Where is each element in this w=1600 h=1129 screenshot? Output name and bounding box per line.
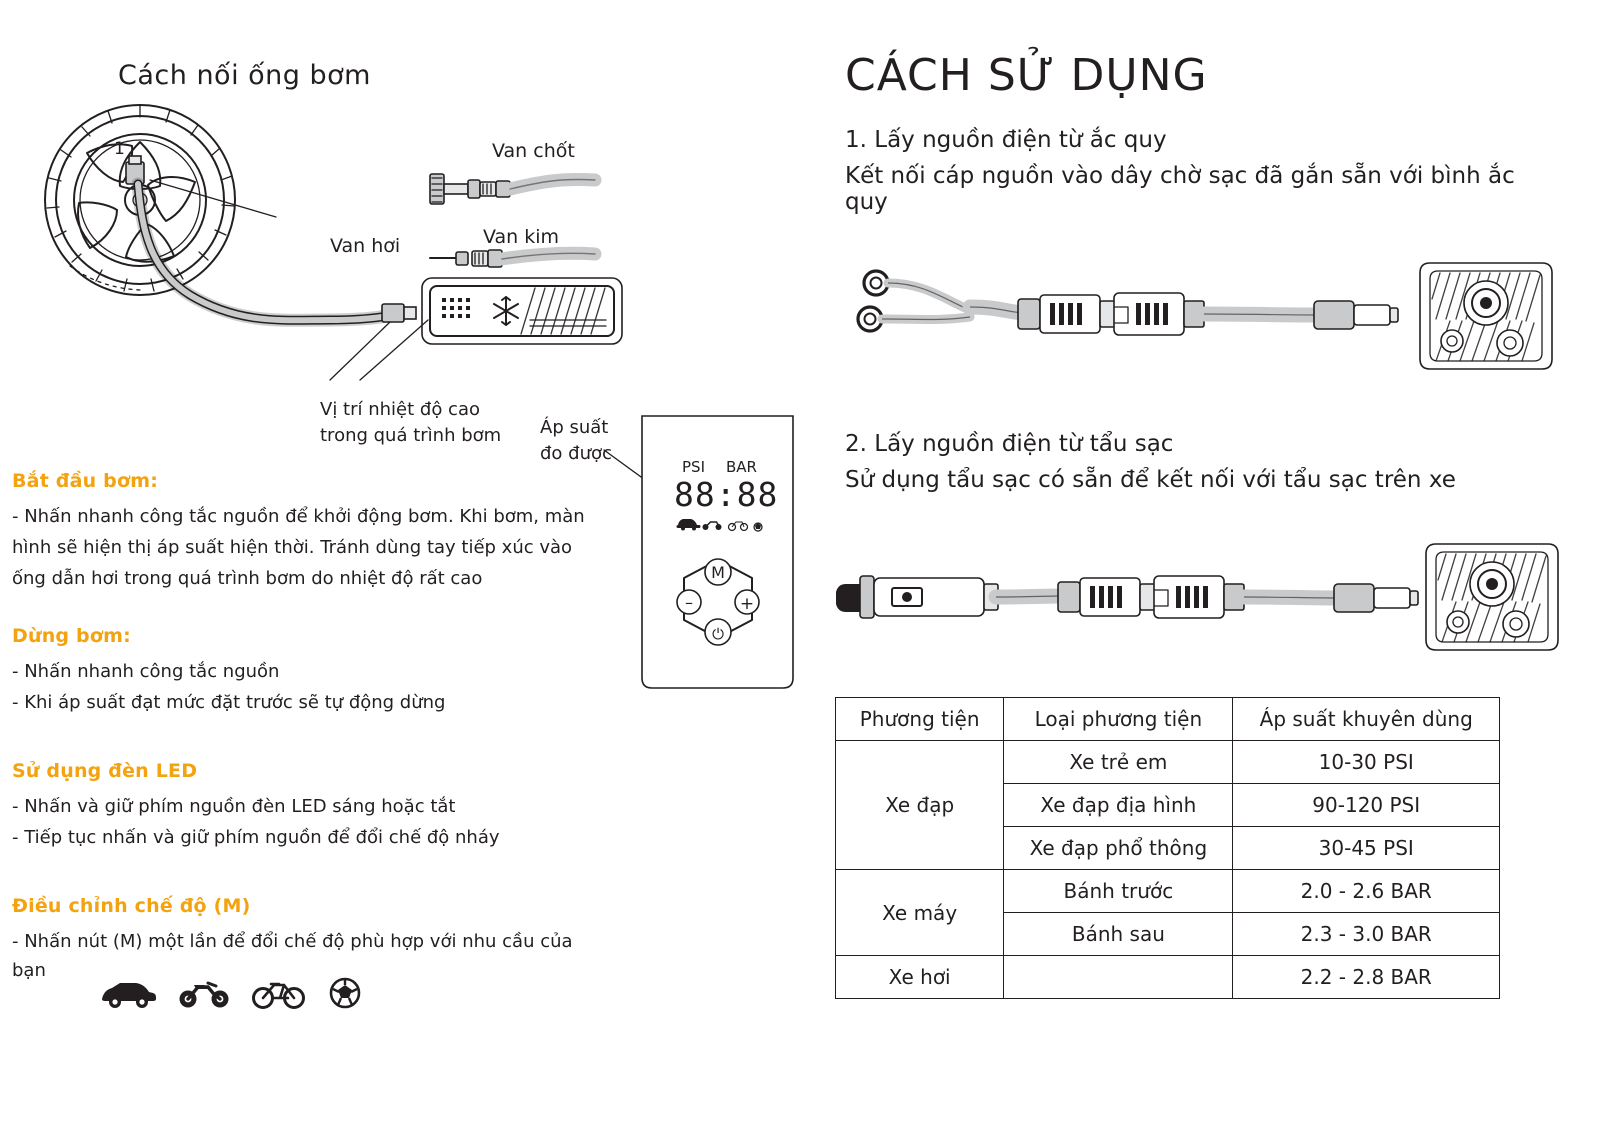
mode-button-label: M [711, 563, 725, 582]
type-cell: Xe trẻ em [1004, 741, 1233, 784]
table-row [836, 870, 1500, 913]
step-2-subtext: Sử dụng tẩu sạc có sẵn để kết nối với tẩu sạc trên xe [845, 467, 1456, 493]
table-row [836, 741, 1500, 784]
table-header-cell: Loại phương tiện [1004, 698, 1233, 741]
section-line: - Nhấn và giữ phím nguồn đèn LED sáng hoặc tắt [12, 796, 456, 817]
vehicle-mode-icons [100, 975, 362, 1009]
connector-male [1114, 293, 1204, 335]
pressure-cell: 90-120 PSI [1233, 784, 1500, 827]
plus-button-label: + [739, 594, 755, 614]
label-van-kim: Van kim [483, 226, 560, 248]
table-header-cell: Phương tiện [836, 698, 1004, 741]
left-section-title: Cách nối ống bơm [118, 60, 371, 91]
section-body [12, 657, 592, 717]
hose-pump-connector [382, 304, 416, 322]
pressure-label-line2: đo được [540, 443, 612, 465]
step-1-heading: 1. Lấy nguồn điện từ ắc quy [845, 127, 1167, 153]
display-bar-label: BAR [726, 458, 757, 476]
bicycle-icon [252, 975, 306, 1009]
section-line: - Nhấn nút (M) một lần để đổi chế độ phù hợp với nhu cầu của bạn [12, 931, 573, 982]
ball-icon [328, 975, 362, 1009]
hot-zone-note-line1: Vị trí nhiệt độ cao [320, 399, 480, 420]
step-1-subtext: Kết nối cáp nguồn vào dây chờ sạc đã gắn sẵn với bình ắc quy [845, 163, 1515, 215]
vehicle-cell: Xe đạp [836, 741, 1004, 870]
pressure-cell: 30-45 PSI [1233, 827, 1500, 870]
label-van-hoi: Van hơi [330, 235, 401, 257]
section-heading: Bắt đầu bơm: [12, 470, 159, 492]
section-stop-pumping [12, 625, 592, 719]
type-cell [1004, 956, 1233, 999]
car-icon [100, 977, 156, 1009]
section-line: - Tiếp tục nhấn và giữ phím nguồn để đổi chế độ nháy [12, 827, 500, 849]
step-2-block [845, 425, 1545, 493]
section-line: hình sẽ hiện thị áp suất hiện thời. Tránh dùng tay tiếp xúc vào [12, 537, 573, 559]
section-line: - Khi áp suất đạt mức đặt trước sẽ tự động dừng [12, 692, 446, 714]
table-header-row [836, 698, 1500, 741]
van-hoi-pointer [150, 180, 276, 217]
type-cell: Xe đạp phổ thông [1004, 827, 1233, 870]
connector-female-2 [1058, 578, 1156, 616]
section-mode [12, 895, 592, 987]
svg-text:88:88: 88:88 [674, 475, 779, 514]
table-header-cell: Áp suất khuyên dùng [1233, 698, 1500, 741]
battery-cable-diagram [850, 255, 1530, 385]
right-section-title: CÁCH SỬ DỤNG [845, 50, 1208, 101]
label-van-chot: Van chốt [492, 140, 575, 162]
pump-unit-front [1420, 263, 1552, 369]
pump-unit-front-2 [1426, 544, 1558, 650]
wheel-callout-number: 1 [114, 139, 125, 159]
section-led [12, 760, 592, 854]
hot-zone-pointer [330, 320, 428, 380]
section-heading: Sử dụng đèn LED [12, 760, 198, 782]
display-psi-label: PSI [682, 458, 705, 476]
connector-male-2 [1154, 576, 1244, 618]
cigarette-plug-diagram [830, 530, 1530, 670]
section-heading: Dừng bơm: [12, 625, 131, 647]
section-line: ống dẫn hơi trong quá trình bơm do nhiệt độ rất cao [12, 568, 483, 590]
section-start-pumping [12, 470, 592, 595]
dc-plug-2 [1334, 584, 1418, 612]
pump-display-panel [630, 410, 805, 695]
section-line: - Nhấn nhanh công tắc nguồn [12, 661, 280, 682]
minus-button-label: – [685, 593, 693, 612]
pressure-cell: 2.0 - 2.6 BAR [1233, 870, 1500, 913]
hot-zone-note [320, 397, 501, 449]
pressure-recommendation-table [835, 697, 1500, 999]
type-cell: Bánh sau [1004, 913, 1233, 956]
motorbike-icon [178, 975, 230, 1009]
vehicle-cell: Xe hơi [836, 956, 1004, 999]
type-cell: Bánh trước [1004, 870, 1233, 913]
vehicle-cell: Xe máy [836, 870, 1004, 956]
connector-female [1018, 295, 1116, 333]
display-digits [674, 475, 778, 514]
power-button-label: ⏻ [712, 625, 724, 643]
pressure-cell: 2.2 - 2.8 BAR [1233, 956, 1500, 999]
right-column [845, 50, 1545, 215]
section-line: - Nhấn nhanh công tắc nguồn để khởi động bơm. Khi bơm, màn [12, 506, 585, 527]
section-body [12, 502, 592, 593]
type-cell: Xe đạp địa hình [1004, 784, 1233, 827]
table-row [836, 956, 1500, 999]
pressure-label-line1: Áp suất [540, 417, 609, 438]
section-body [12, 792, 592, 852]
dc-plug [1314, 301, 1398, 329]
cigarette-lighter-plug [836, 576, 998, 618]
pressure-cell: 2.3 - 3.0 BAR [1233, 913, 1500, 956]
pressure-cell: 10-30 PSI [1233, 741, 1500, 784]
needle-valve-illustration [430, 250, 595, 267]
valve-adapters-diagram [420, 160, 650, 310]
step-2-heading: 2. Lấy nguồn điện từ tẩu sạc [845, 431, 1174, 457]
section-heading: Điều chỉnh chế độ (M) [12, 895, 251, 917]
hot-zone-note-line2: trong quá trình bơm [320, 425, 502, 447]
pin-valve-illustration [430, 174, 595, 204]
